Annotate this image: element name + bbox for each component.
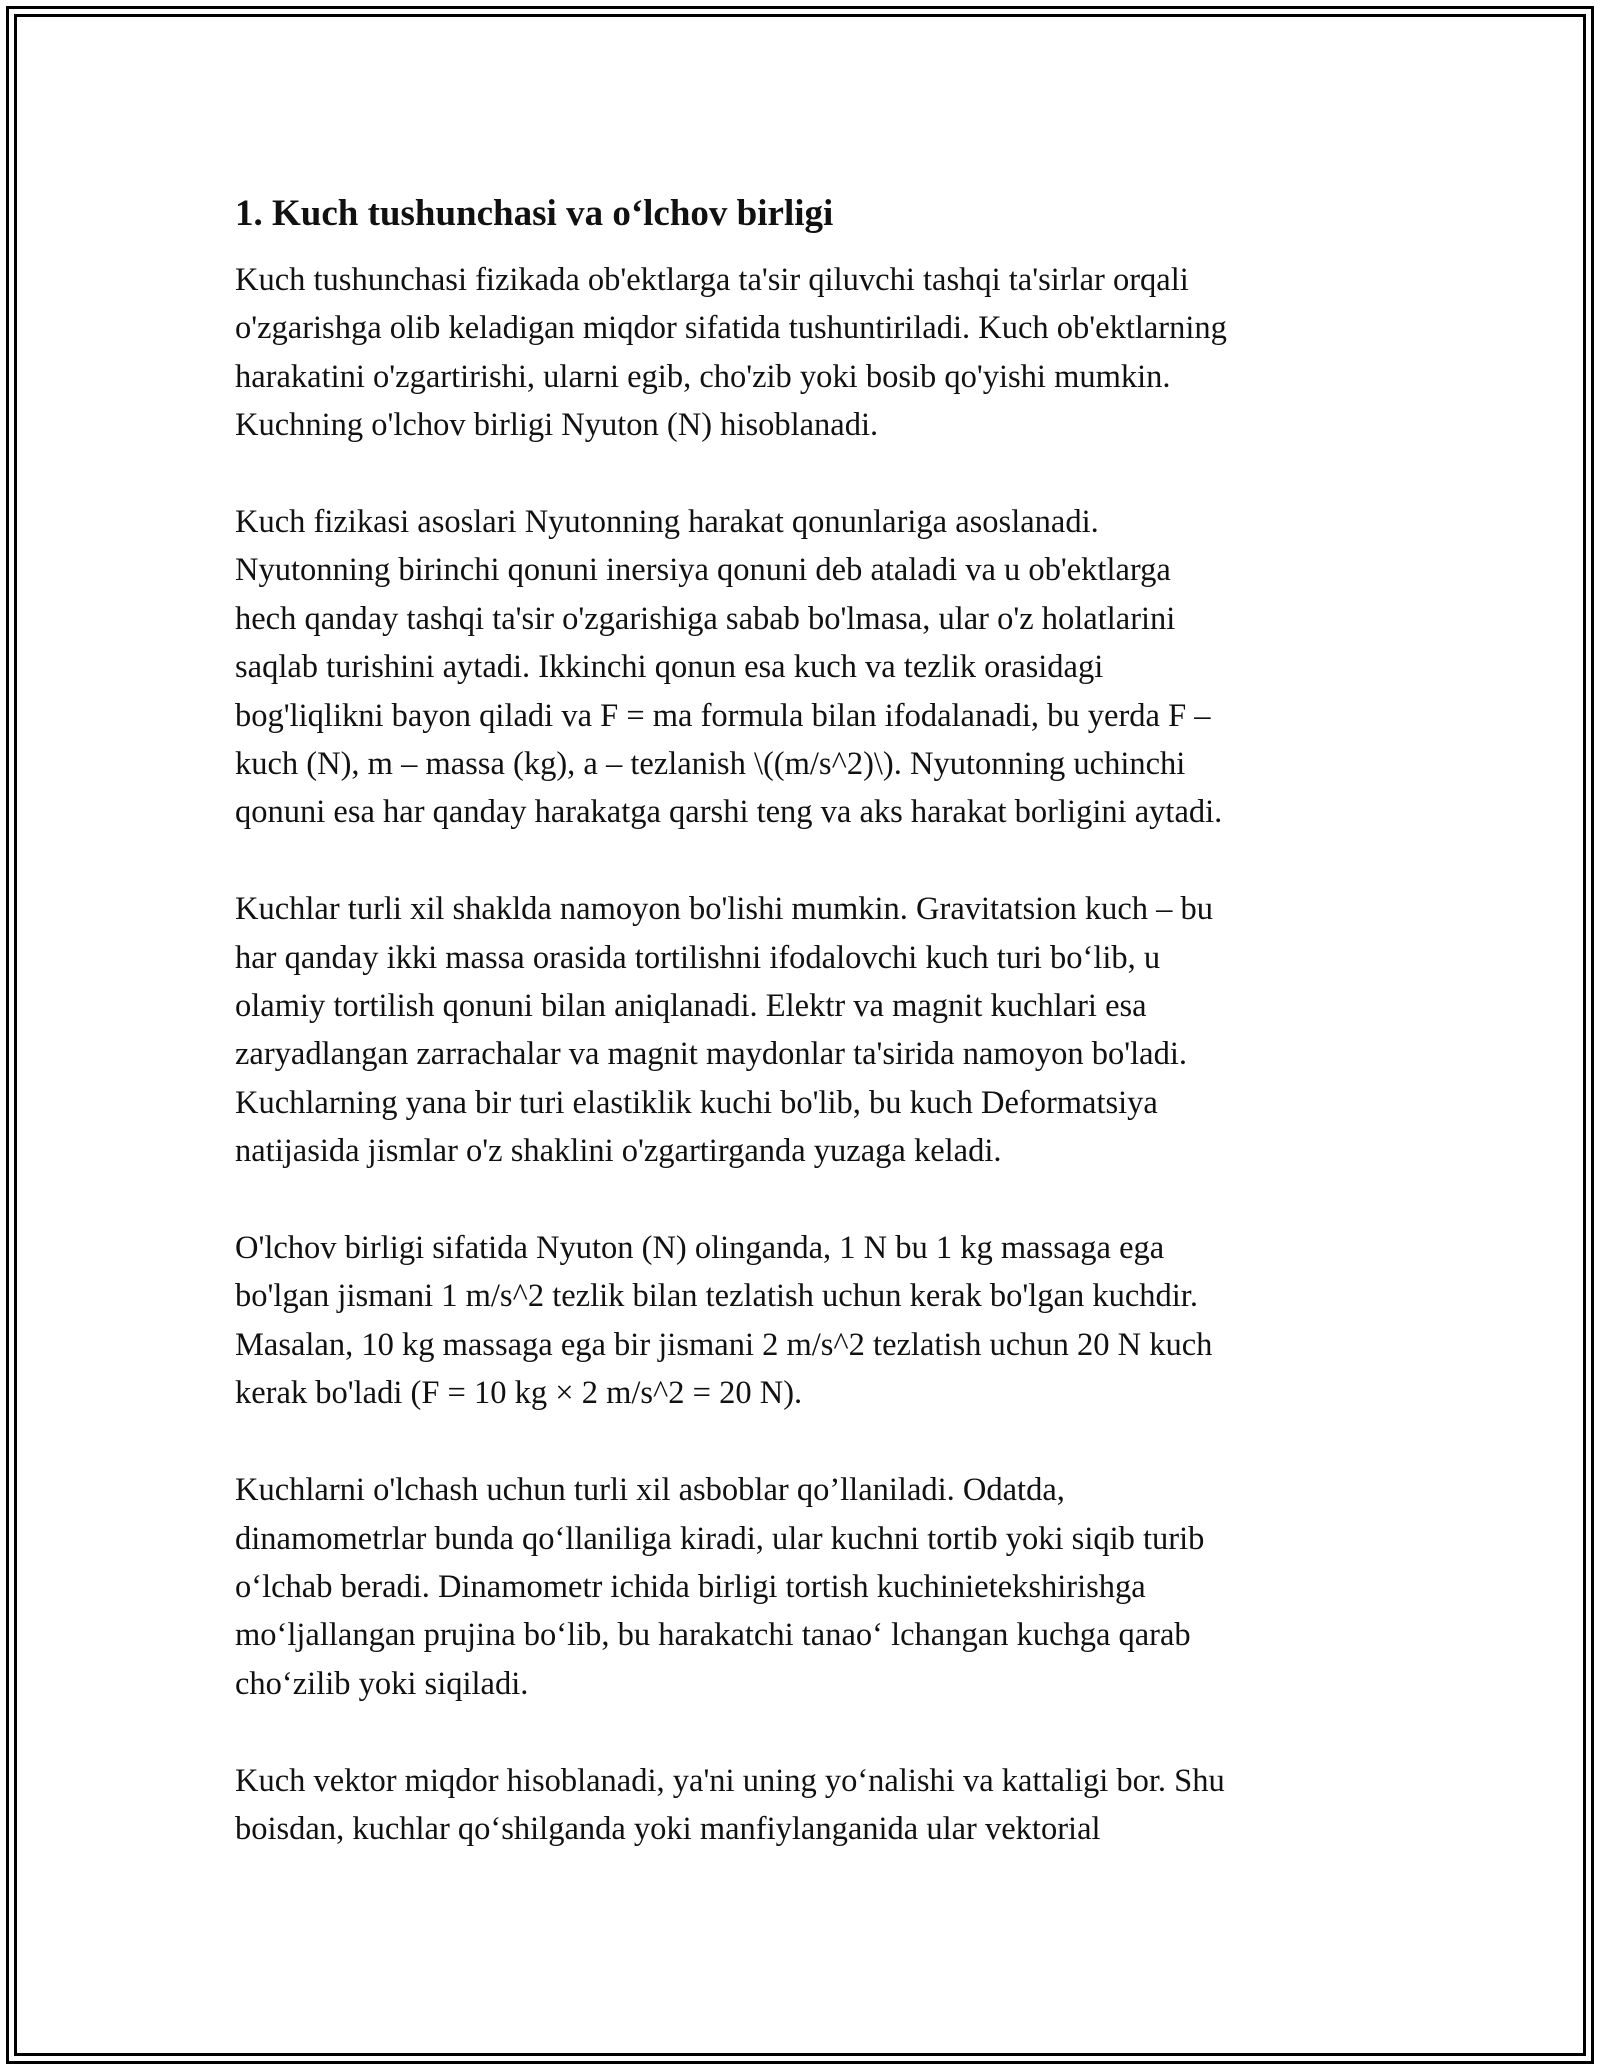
- text-line: qonuni esa har qanday harakatga qarshi teng va aks harakat borligini aytadi.: [235, 794, 1223, 831]
- text-line: O'lchov birligi sifatida Nyuton (N) olinganda, 1 N bu 1 kg massaga ega: [235, 1230, 1165, 1267]
- section-heading: 1. Kuch tushunchasi va o‘lchov birligi: [235, 193, 834, 234]
- text-line: hech qanday tashqi ta'sir o'zgarishiga sabab bo'lmasa, ular o'z holatlarini: [235, 600, 1176, 637]
- text-line: cho‘zilib yoki siqiladi.: [235, 1665, 529, 1702]
- text-line: bog'liqlikni bayon qiladi va F = ma formula bilan ifodalanadi, bu yerda F –: [235, 697, 1211, 734]
- text-line: bo'lgan jismani 1 m/s^2 tezlik bilan tezlatish uchun kerak bo'lgan kuchdir.: [235, 1278, 1198, 1315]
- text-line: mo‘ljallangan prujina bo‘lib, bu harakatchi tanao‘ lchangan kuchga qarab: [235, 1617, 1191, 1654]
- text-line: Masalan, 10 kg massaga ega bir jismani 2 m/s^2 tezlatish uchun 20 N kuch: [235, 1326, 1213, 1363]
- text-line: Kuchning o'lchov birligi Nyuton (N) hisoblanadi.: [235, 407, 879, 444]
- paragraph-newton-unit: [235, 1224, 1375, 1418]
- text-line: o‘lchab beradi. Dinamometr ichida birligi tortish kuchinietekshirishga: [235, 1568, 1146, 1605]
- paragraph-vector: [235, 1757, 1375, 1854]
- text-line: kerak bo'ladi (F = 10 kg × 2 m/s^2 = 20 N).: [235, 1375, 803, 1412]
- paragraph-definition: [235, 256, 1375, 450]
- paragraph-newton-laws: [235, 498, 1375, 837]
- text-line: Kuch tushunchasi fizikada ob'ektlarga ta'sir qiluvchi tashqi ta'sirlar orqali: [235, 262, 1189, 298]
- text-line: Kuch fizikasi asoslari Nyutonning harakat qonunlariga asoslanadi.: [235, 504, 1099, 541]
- text-line: boisdan, kuchlar qo‘shilganda yoki manfiylanganida ular vektorial: [235, 1810, 1101, 1847]
- text-line: o'zgarishga olib keladigan miqdor sifatida tushuntiriladi. Kuch ob'ektlarning: [235, 310, 1227, 347]
- paragraph-measurement: [235, 1466, 1375, 1708]
- text-line: zaryadlangan zarrachalar va magnit maydonlar ta'sirida namoyon bo'ladi.: [235, 1036, 1188, 1073]
- text-line: Kuchlarni o'lchash uchun turli xil asboblar qo’llaniladi. Odatda,: [235, 1472, 1065, 1509]
- text-line: Kuchlarning yana bir turi elastiklik kuchi bo'lib, bu kuch Deformatsiya: [235, 1084, 1158, 1121]
- text-line: olamiy tortilish qonuni bilan aniqlanadi. Elektr va magnit kuchlari esa: [235, 988, 1147, 1025]
- text-line: Nyutonning birinchi qonuni inersiya qonuni deb ataladi va u ob'ektlarga: [235, 552, 1171, 589]
- text-line: Kuch vektor miqdor hisoblanadi, ya'ni uning yo‘nalishi va kattaligi bor. Shu: [235, 1762, 1225, 1799]
- text-line: saqlab turishini aytadi. Ikkinchi qonun esa kuch va tezlik orasidagi: [235, 649, 1104, 686]
- text-line: Kuchlar turli xil shaklda namoyon bo'lishi mumkin. Gravitatsion kuch – bu: [235, 891, 1214, 928]
- paragraph-force-types: [235, 885, 1375, 1175]
- text-line: kuch (N), m – massa (kg), a – tezlanish \((m/s^2)\). Nyutonning uchinchi: [235, 746, 1186, 783]
- text-line: har qanday ikki massa orasida tortilishni ifodalovchi kuch turi bo‘lib, u: [235, 939, 1161, 976]
- text-line: natijasida jismlar o'z shaklini o'zgartirganda yuzaga keladi.: [235, 1133, 1002, 1170]
- text-line: harakatini o'zgartirishi, ularni egib, cho'zib yoki bosib qo'yishi mumkin.: [235, 358, 1171, 395]
- document-body: [235, 186, 1375, 1902]
- text-line: dinamometrlar bunda qo‘llaniligа kiradi, ular kuchni tortib yoki siqib turib: [235, 1520, 1205, 1557]
